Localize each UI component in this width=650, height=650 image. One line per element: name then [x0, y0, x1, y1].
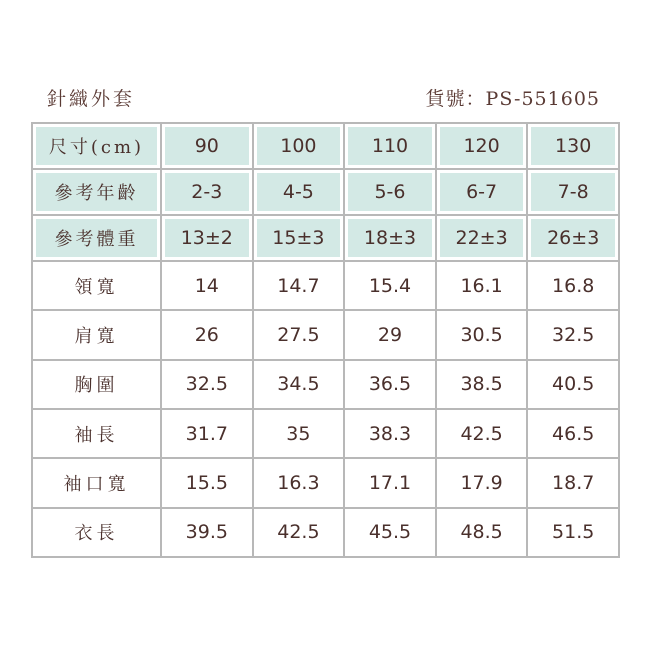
table-cell: 18.7	[528, 459, 618, 506]
header-label-size: 尺寸(cm)	[33, 124, 160, 168]
table-cell: 15.5	[162, 459, 252, 506]
table-cell: 16.8	[528, 262, 618, 309]
table-cell: 35	[254, 410, 344, 457]
header-cell: 90	[162, 124, 252, 168]
table-cell: 38.3	[345, 410, 435, 457]
table-cell: 46.5	[528, 410, 618, 457]
row-label-chest: 胸圍	[33, 361, 160, 408]
row-label-cuff-width: 袖口寬	[33, 459, 160, 506]
row-label-garment-length: 衣長	[33, 509, 160, 556]
table-cell: 45.5	[345, 509, 435, 556]
table-cell: 16.3	[254, 459, 344, 506]
size-chart-table	[31, 122, 620, 558]
header-cell: 18±3	[345, 216, 435, 260]
row-label-sleeve-length: 袖長	[33, 410, 160, 457]
header-label-age: 參考年齡	[33, 170, 160, 214]
header-cell: 13±2	[162, 216, 252, 260]
table-cell: 42.5	[437, 410, 527, 457]
header-cell: 110	[345, 124, 435, 168]
table-cell: 51.5	[528, 509, 618, 556]
header-cell: 100	[254, 124, 344, 168]
table-cell: 14.7	[254, 262, 344, 309]
table-cell: 26	[162, 311, 252, 358]
row-label-shoulder-width: 肩寬	[33, 311, 160, 358]
header-label-weight: 參考體重	[33, 216, 160, 260]
header-cell: 5-6	[345, 170, 435, 214]
header-cell: 4-5	[254, 170, 344, 214]
table-cell: 14	[162, 262, 252, 309]
table-cell: 32.5	[162, 361, 252, 408]
table-cell: 29	[345, 311, 435, 358]
table-cell: 31.7	[162, 410, 252, 457]
table-cell: 32.5	[528, 311, 618, 358]
table-cell: 36.5	[345, 361, 435, 408]
row-label-neck-width: 領寬	[33, 262, 160, 309]
header-cell: 120	[437, 124, 527, 168]
table-cell: 34.5	[254, 361, 344, 408]
header-cell: 6-7	[437, 170, 527, 214]
header-cell: 2-3	[162, 170, 252, 214]
header-cell: 22±3	[437, 216, 527, 260]
table-cell: 16.1	[437, 262, 527, 309]
table-cell: 15.4	[345, 262, 435, 309]
header-cell: 26±3	[528, 216, 618, 260]
table-cell: 27.5	[254, 311, 344, 358]
table-cell: 17.1	[345, 459, 435, 506]
product-title: 針織外套	[47, 88, 136, 110]
table-cell: 48.5	[437, 509, 527, 556]
table-cell: 42.5	[254, 509, 344, 556]
item-code: 貨號：PS-551605	[425, 88, 600, 110]
header-cell: 7-8	[528, 170, 618, 214]
table-cell: 39.5	[162, 509, 252, 556]
table-cell: 17.9	[437, 459, 527, 506]
table-cell: 40.5	[528, 361, 618, 408]
table-cell: 38.5	[437, 361, 527, 408]
header-cell: 15±3	[254, 216, 344, 260]
header-cell: 130	[528, 124, 618, 168]
table-cell: 30.5	[437, 311, 527, 358]
